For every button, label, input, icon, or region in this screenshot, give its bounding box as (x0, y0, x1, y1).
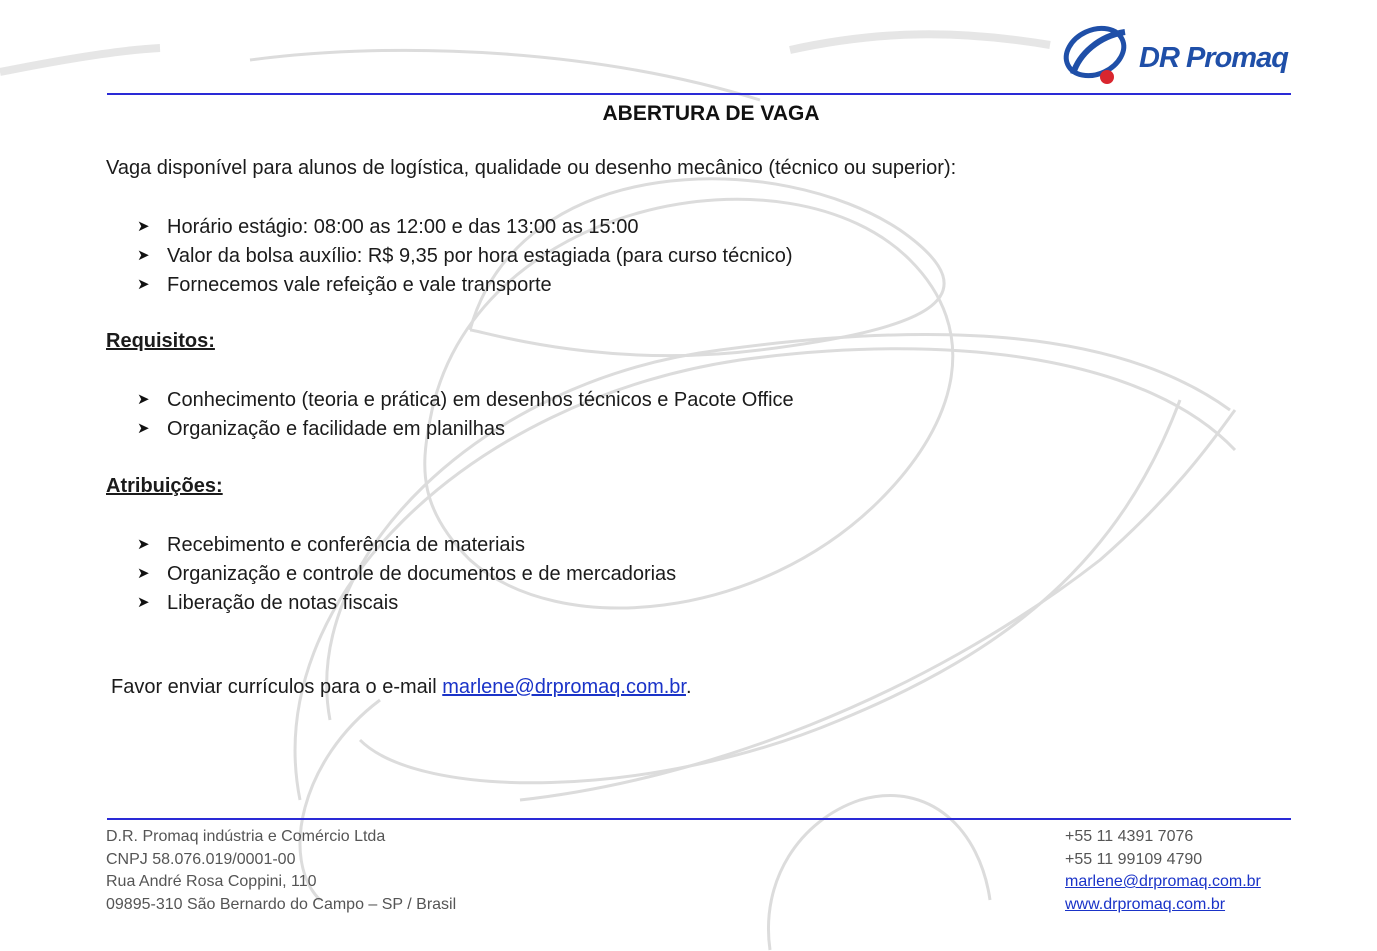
arrow-bullet-icon: ➤ (137, 275, 150, 293)
cta-text: Favor enviar currículos para o e-mail (111, 676, 437, 698)
list-item-text: Organização e facilidade em planilhas (167, 418, 505, 441)
brand-name: DR Promaq (1139, 42, 1288, 74)
list-item (137, 386, 794, 415)
list-item-text: Horário estágio: 08:00 as 12:00 e das 13:00 as 15:00 (167, 216, 639, 239)
duties-heading: Atribuições: (106, 475, 223, 497)
brand-logo (1055, 22, 1295, 90)
list-item-text: Valor da bolsa auxílio: R$ 9,35 por hora estagiada (para curso técnico) (167, 245, 793, 268)
duties-list (137, 531, 676, 617)
list-item (137, 415, 794, 444)
company-city: 09895-310 São Bernardo do Campo – SP / Brasil (106, 895, 457, 913)
list-item-text: Conhecimento (teoria e prática) em desenhos técnicos e Pacote Office (167, 389, 794, 412)
list-item (137, 588, 676, 617)
benefits-list (137, 213, 793, 299)
list-item (137, 213, 793, 242)
footer-website-link[interactable]: www.drpromaq.com.br (1065, 895, 1226, 913)
list-item (137, 270, 793, 299)
list-item-text: Liberação de notas fiscais (167, 591, 399, 614)
footer-rule (107, 818, 1291, 820)
footer-company-info (106, 826, 456, 916)
arrow-bullet-icon: ➤ (137, 565, 150, 583)
application-instructions (111, 676, 692, 699)
company-street: Rua André Rosa Coppini, 110 (106, 873, 317, 890)
requirements-heading: Requisitos: (106, 330, 215, 352)
list-item-text: Fornecemos vale refeição e vale transporte (167, 273, 552, 296)
intro-text: Vaga disponível para alunos de logística, qualidade ou desenho mecânico (técnico ou superior): (106, 157, 957, 179)
arrow-bullet-icon: ➤ (137, 420, 150, 438)
arrow-bullet-icon: ➤ (137, 593, 150, 611)
cta-suffix: . (685, 676, 692, 698)
cta-email-link[interactable]: marlene@drpromaq.com.br (442, 676, 686, 698)
requirements-list (137, 386, 794, 443)
company-cnpj: CNPJ 58.076.019/0001-00 (106, 850, 296, 868)
arrow-bullet-icon: ➤ (137, 391, 150, 409)
footer-contact-info (1065, 826, 1261, 916)
arrow-bullet-icon: ➤ (137, 536, 150, 554)
logo-globe-icon (1055, 22, 1145, 90)
phone-mobile: +55 11 99109 4790 (1065, 850, 1203, 868)
footer-email-link[interactable]: marlene@drpromaq.com.br (1065, 873, 1261, 890)
header-rule (107, 93, 1291, 95)
arrow-bullet-icon: ➤ (137, 218, 150, 236)
list-item (137, 560, 676, 589)
list-item-text: Recebimento e conferência de materiais (167, 534, 525, 557)
arrow-bullet-icon: ➤ (137, 247, 150, 265)
list-item (137, 531, 676, 560)
list-item-text: Organização e controle de documentos e de mercadorias (167, 563, 677, 586)
company-name: D.R. Promaq indústria e Comércio Ltda (106, 828, 386, 845)
phone-primary: +55 11 4391 7076 (1065, 828, 1194, 845)
page-title: ABERTURA DE VAGA (602, 102, 820, 125)
list-item (137, 242, 793, 271)
